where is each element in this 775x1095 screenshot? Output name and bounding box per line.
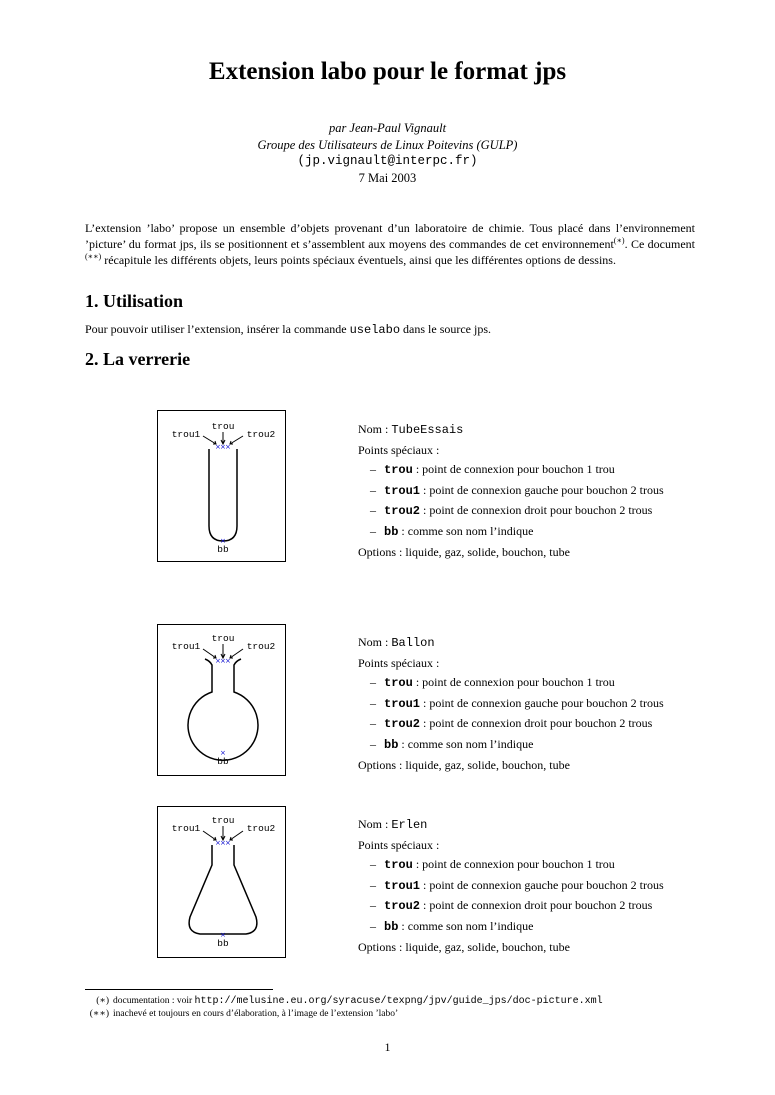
svg-text:×: × <box>225 839 231 847</box>
points-label: Points spéciaux : <box>358 837 440 852</box>
ballon-figure <box>157 624 286 776</box>
erlen-description <box>358 815 718 957</box>
object-name-line: Nom : Erlen <box>358 817 428 832</box>
point-item: – trou : point de connexion pour bouchon 1 trou <box>370 462 615 478</box>
svg-text:×: × <box>225 657 231 665</box>
footnote-rule <box>85 989 273 990</box>
intro-text-3: récapitule les différents objets, leurs points spéciaux éventuels, ainsi que les différentes options de dessins. <box>101 253 616 267</box>
connection-markers <box>215 657 231 665</box>
object-name: Erlen <box>391 818 428 832</box>
author-email: (jp.vignault@interpc.fr) <box>297 154 478 168</box>
label-bb: bb <box>217 544 229 555</box>
svg-text:×: × <box>220 443 226 451</box>
point-item: – bb : comme son nom l’indique <box>370 918 534 934</box>
point-item: – trou1 : point de connexion gauche pour bouchon 2 trous <box>370 695 664 711</box>
tube-essais-description <box>358 420 718 562</box>
point-item: – trou : point de connexion pour bouchon 1 trou <box>370 675 615 691</box>
point-item: – trou2 : point de connexion droit pour bouchon 2 trous <box>370 716 653 732</box>
bottom-marker: × <box>220 931 226 939</box>
page-number: 1 <box>384 1040 391 1054</box>
section-heading-utilisation: 1. Utilisation <box>85 291 184 311</box>
label-trou: trou <box>211 633 235 644</box>
usage-paragraph <box>85 322 491 337</box>
tube-essais-drawing <box>158 411 285 561</box>
label-bb: bb <box>217 938 229 949</box>
object-name: Ballon <box>391 636 435 650</box>
ballon-drawing <box>158 625 285 775</box>
usage-command: uselabo <box>349 323 401 337</box>
author-group: Groupe des Utilisateurs de Linux Poitevins (GULP) <box>257 137 518 152</box>
svg-text:×: × <box>215 657 221 665</box>
footnote-ref-1: (∗) <box>613 236 625 245</box>
label-trou1: trou1 <box>171 429 201 440</box>
point-item: – bb : comme son nom l’indique <box>370 736 534 752</box>
point-item: – bb : comme son nom l’indique <box>370 523 534 539</box>
document-title: Extension labo pour le format jps <box>208 58 567 85</box>
footnote-1: (∗) documentation : voir http://melusine.eu.org/syracuse/texpng/jpv/guide_jps/doc-picture.xml <box>96 996 603 1007</box>
footnotes <box>85 995 725 1020</box>
point-item: – trou : point de connexion pour bouchon 1 trou <box>370 857 615 873</box>
ballon-outline <box>188 659 258 760</box>
label-trou: trou <box>211 815 235 826</box>
tube-essais-figure <box>157 410 286 562</box>
points-label: Points spéciaux : <box>358 655 440 670</box>
point-item: – trou2 : point de connexion droit pour bouchon 2 trous <box>370 503 653 519</box>
erlen-outline <box>189 845 257 934</box>
options-line: Options : liquide, gaz, solide, bouchon, tube <box>358 757 570 772</box>
svg-text:×: × <box>225 443 231 451</box>
connection-markers <box>215 443 231 451</box>
erlen-figure <box>157 806 286 958</box>
point-item: – trou1 : point de connexion gauche pour bouchon 2 trous <box>370 482 664 498</box>
label-trou1: trou1 <box>171 823 201 834</box>
bottom-marker: × <box>220 537 226 545</box>
object-name: TubeEssais <box>391 423 464 437</box>
points-label: Points spéciaux : <box>358 442 440 457</box>
tube-outline <box>209 449 237 541</box>
footnote-ref-2: (∗∗) <box>85 252 102 261</box>
bottom-marker: × <box>220 749 226 757</box>
usage-text-before: Pour pouvoir utiliser l’extension, insérer la commande <box>85 322 350 336</box>
erlen-drawing <box>158 807 285 957</box>
arrows <box>203 644 243 658</box>
label-trou2: trou2 <box>246 641 276 652</box>
svg-text:×: × <box>220 839 226 847</box>
author-byline: par Jean-Paul Vignault <box>328 121 447 135</box>
label-bb: bb <box>217 756 229 767</box>
document-date: 7 Mai 2003 <box>358 170 417 185</box>
footnote-url[interactable]: http://melusine.eu.org/syracuse/texpng/jpv/guide_jps/doc-picture.xml <box>194 996 603 1007</box>
point-item: – trou1 : point de connexion gauche pour bouchon 2 trous <box>370 877 664 893</box>
options-line: Options : liquide, gaz, solide, bouchon, tube <box>358 544 570 559</box>
object-name-line: Nom : Ballon <box>358 635 435 650</box>
label-trou2: trou2 <box>246 429 276 440</box>
connection-markers <box>215 839 231 847</box>
usage-text-after: dans le source jps. <box>400 322 492 336</box>
footnote-2: (∗∗) inachevé et toujours en cours d’élaboration, à l’image de l’extension ’labo’ <box>89 1009 399 1019</box>
ballon-description <box>358 633 718 775</box>
label-trou1: trou1 <box>171 641 201 652</box>
svg-text:×: × <box>215 443 221 451</box>
label-trou: trou <box>211 421 235 432</box>
svg-text:×: × <box>220 657 226 665</box>
object-name-line: Nom : TubeEssais <box>358 422 464 437</box>
intro-text-2: . Ce document <box>624 237 695 251</box>
author-block <box>0 120 775 186</box>
intro-paragraph <box>85 220 695 268</box>
section-heading-verrerie: 2. La verrerie <box>85 349 191 369</box>
label-trou2: trou2 <box>246 823 276 834</box>
options-line: Options : liquide, gaz, solide, bouchon, tube <box>358 939 570 954</box>
arrows <box>203 826 243 840</box>
point-item: – trou2 : point de connexion droit pour bouchon 2 trous <box>370 898 653 914</box>
svg-text:×: × <box>215 839 221 847</box>
intro-text-1: L’extension ’labo’ propose un ensemble d’objets provenant d’un laboratoire de chimie. Tous placé dans l’environnement ’picture’ du format jps, ils se positionnent et s’assemblent aux moyens des commandes de cet environnement <box>85 221 695 251</box>
